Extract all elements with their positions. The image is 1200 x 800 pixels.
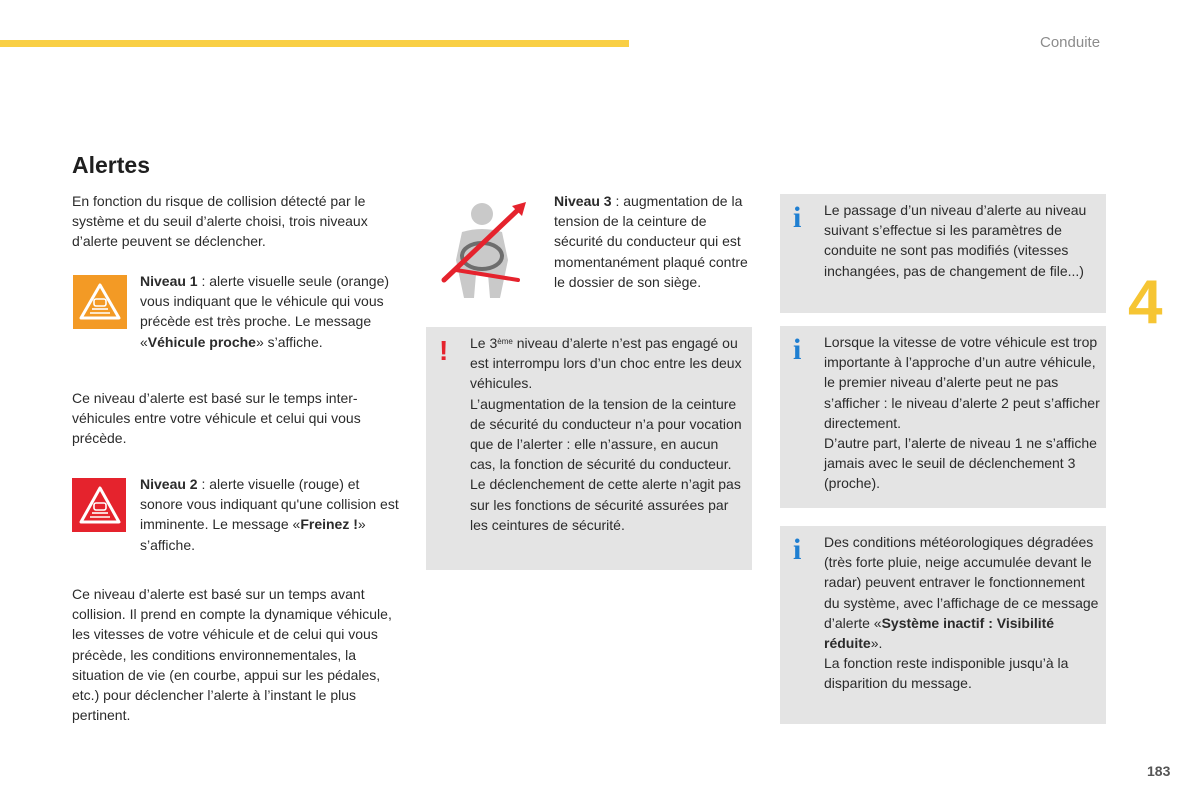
level2-note: Ce niveau d’alerte est basé sur un temps avant collision. Il prend en compte la dynamique véhicule, les vitesses de votre véhicule et de celui qui vous précède, les conditions environnementales, la situation de vie (en courbe, appui sur les pédales, etc.) pour déclencher l’alerte à l’instant le plus pertinent.	[72, 586, 392, 724]
info-icon: i	[793, 333, 802, 366]
top-accent-bar	[0, 40, 629, 47]
level2-description: Niveau 2 : alerte visuelle (rouge) et sonore vous indiquant qu'une collision est imminente. Le message «Freinez !» s’affiche.	[140, 476, 399, 553]
info-box-3	[780, 526, 1106, 724]
warning-box	[426, 327, 752, 570]
level2-message: Freinez !	[300, 516, 358, 533]
level3-description: Niveau 3 : augmentation de la tension de la ceinture de sécurité du conducteur qui est momentanément plaqué contre le dossier de son siège.	[554, 193, 748, 290]
info-box-1-text: Le passage d’un niveau d’alerte au niveau suivant s’effectue si les paramètres de conduite ne sont pas modifiés (vitesses inchangées, pas de changement de file...)	[824, 202, 1087, 279]
info-box-2	[780, 326, 1106, 508]
info-box-1	[780, 194, 1106, 313]
chapter-number: 4	[1128, 268, 1163, 337]
warning-text: Le 3ème niveau d’alerte n’est pas engagé ou est interrompu lors d’un choc entre les deux véhicules. L’augmentation de la tension de la ceinture de sécurité du conducteur n’a pour vocation que de l’alerter : elle n’assure, en aucun cas, la fonction de sécurité du conducteur. Le déclenchement de cette alerte n’agit pas sur les fonctions de sécurité assurées par les ceintures de sécurité.	[470, 335, 742, 533]
level2-label: Niveau 2	[140, 476, 198, 492]
seatbelt-tension-icon	[436, 198, 532, 304]
intro-paragraph: En fonction du risque de collision détecté par le système et du seuil d’alerte choisi, trois niveaux d’alerte peuvent se déclencher.	[72, 193, 368, 250]
level1-label: Niveau 1	[140, 273, 198, 289]
level1-message: Véhicule proche	[147, 333, 256, 350]
info-icon: i	[793, 533, 802, 566]
page-number: 183	[1147, 763, 1171, 779]
level3-label: Niveau 3	[554, 193, 612, 209]
info-box-2-text: Lorsque la vitesse de votre véhicule est trop importante à l’approche d’un autre véhicule, le premier niveau d’alerte peut ne pas s’afficher : le niveau d’alerte 2 peut s’afficher directement. D’autre part, l’alerte de niveau 1 ne s’affiche jamais avec le seuil de déclenchement 3 (proche).	[824, 334, 1100, 492]
level1-description: Niveau 1 : alerte visuelle seule (orange) vous indiquant que le véhicule qui vous précède est très proche. Le message «Véhicule proche» s’affiche.	[140, 273, 390, 350]
info-box-3-message: Système inactif : Visibilité réduite	[824, 614, 1055, 652]
exclamation-icon: !	[439, 335, 449, 366]
orange-collision-warning-icon	[73, 275, 127, 329]
red-collision-warning-icon	[72, 478, 126, 532]
level1-note: Ce niveau d’alerte est basé sur le temps inter-véhicules entre votre véhicule et celui qui vous précède.	[72, 390, 361, 447]
page-title: Alertes	[72, 152, 150, 178]
info-icon: i	[793, 201, 802, 234]
info-box-3-text: Des conditions météorologiques dégradées (très forte pluie, neige accumulée devant le radar) peuvent entraver le fonctionnement du système, avec l’affichage de ce message d’alerte «Système inactif : Visibilité réduite». La fonction reste indisponible jusqu’à la disparition du message.	[824, 534, 1099, 692]
section-title: Conduite	[1040, 34, 1101, 51]
